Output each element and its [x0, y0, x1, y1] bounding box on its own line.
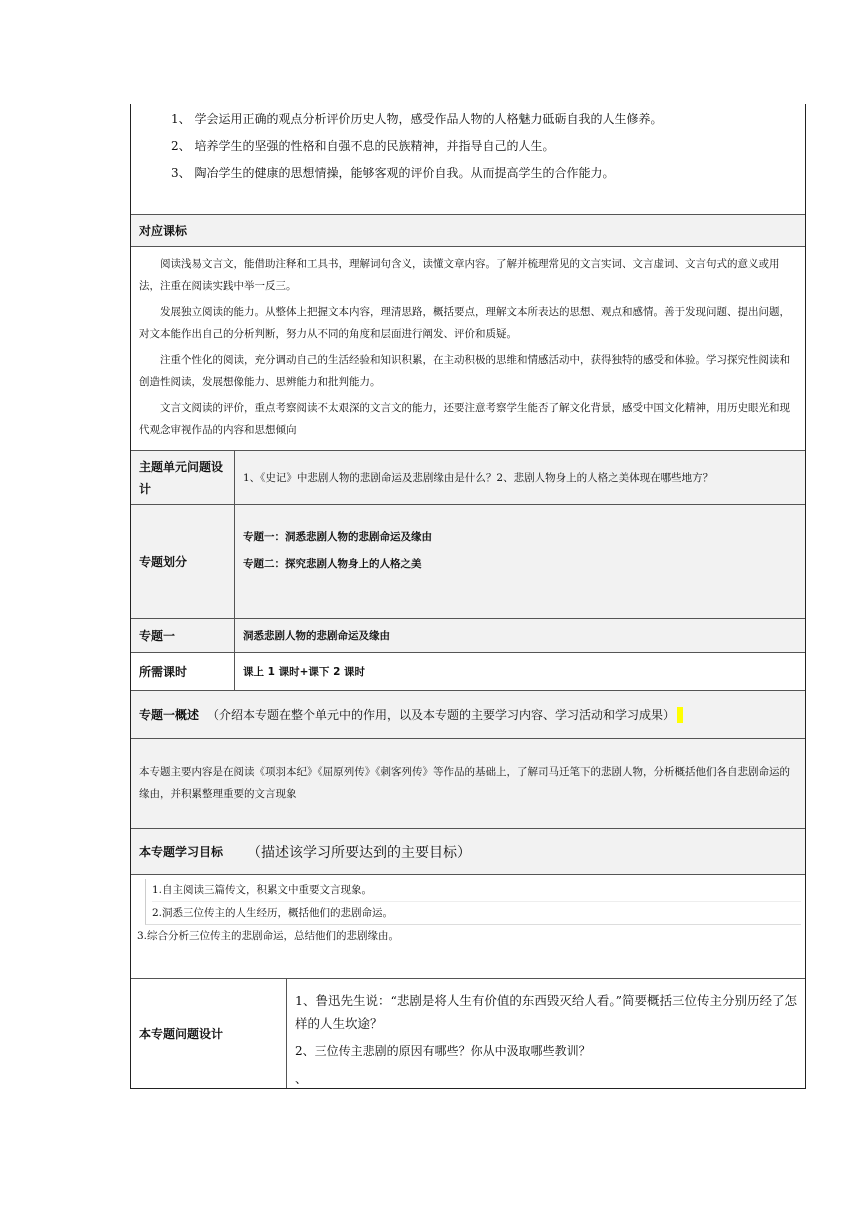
objectives-header [131, 828, 805, 874]
topic-one-label: 专题一 [139, 629, 176, 643]
objective-item: 3.综合分析三位传主的悲剧命运，总结他们的悲剧缘由。 [137, 930, 400, 942]
topic-one-row [131, 618, 805, 652]
objective-item: 2.洞悉三位传主的人生经历，概括他们的悲剧命运。 [152, 901, 801, 924]
goals-section [131, 104, 805, 214]
curriculum-header [131, 214, 805, 246]
question-item: 2、三位传主悲剧的原因有哪些？你从中汲取哪些教训？ [295, 1044, 591, 1058]
topic-division-row [131, 504, 805, 618]
overview-label: 专题一概述 [139, 708, 200, 722]
goal-item: 2、 培养学生的坚强的性格和自强不息的民族精神，并指导自己的人生。 [171, 139, 555, 153]
highlight-mark [677, 707, 683, 723]
curriculum-content [131, 246, 805, 450]
overview-content [131, 738, 805, 828]
goal-item: 3、 陶冶学生的健康的思想情操，能够客观的评价自我。从而提高学生的合作能力。 [171, 166, 615, 180]
topic-one-value: 洞悉悲剧人物的悲剧命运及缘由 [243, 630, 390, 642]
objectives-hint: （描述该学习所要达到的主要目标） [247, 844, 472, 861]
hours-label: 所需课时 [139, 665, 188, 679]
hours-row [131, 652, 805, 690]
topic-division-item: 专题一：洞悉悲剧人物的悲剧命运及缘由 [243, 531, 432, 543]
unit-question-label: 主题单元问题设计 [139, 459, 224, 496]
topic-division-label: 专题划分 [139, 555, 188, 569]
curriculum-label: 对应课标 [139, 224, 188, 238]
objective-item: 1.自主阅读三篇传文，积累文中重要文言现象。 [152, 884, 373, 896]
topic-division-item: 专题二：探究悲剧人物身上的人格之美 [243, 558, 422, 570]
curriculum-paragraph: 发展独立阅读的能力。从整体上把握文本内容，理清思路，概括要点，理解文本所表达的思想、观点和感情。善于发现问题、提出问题，对文本能作出自己的分析判断，努力从不同的角度和层面进行阐发、评价和质疑。 [139, 306, 790, 340]
curriculum-paragraph: 阅读浅易文言文，能借助注释和工具书，理解词句含义，读懂文章内容。了解并梳理常见的文言实词、文言虚词、文言句式的意义或用法，注重在阅读实践中举一反三。 [139, 258, 780, 292]
overview-text: 本专题主要内容是在阅读《项羽本纪》《屈原列传》《刺客列传》等作品的基础上，了解司马迁笔下的悲剧人物，分析概括他们各自悲剧命运的缘由，并积累整理重要的文言现象 [139, 766, 790, 800]
objectives-content [131, 874, 805, 978]
hours-value: 课上 1 课时+课下 2 课时 [243, 666, 366, 678]
lesson-plan-table [130, 104, 806, 1089]
goal-item: 1、 学会运用正确的观点分析评价历史人物，感受作品人物的人格魅力砥砺自我的人生修养。 [171, 112, 663, 126]
questions-label: 本专题问题设计 [139, 1027, 224, 1041]
overview-header [131, 690, 805, 738]
question-item: 1、鲁迅先生说：“悲剧是将人生有价值的东西毁灭给人看。”简要概括三位传主分别历经了怎样的人生坎途？ [295, 993, 797, 1031]
curriculum-paragraph: 文言文阅读的评价，重点考察阅读不太艰深的文言文的能力，还要注意考察学生能否了解文化背景，感受中国文化精神，用历史眼光和现代观念审视作品的内容和思想倾向 [139, 402, 790, 436]
unit-question-row [131, 450, 805, 504]
overview-hint: （介绍本专题在整个单元中的作用，以及本专题的主要学习内容、学习活动和学习成果） [207, 708, 676, 722]
questions-row [131, 978, 805, 1088]
unit-question-text: 1、《史记》中悲剧人物的悲剧命运及悲剧缘由是什么？2、悲剧人物身上的人格之美体现在哪些地方？ [243, 472, 714, 484]
curriculum-paragraph: 注重个性化的阅读，充分调动自己的生活经验和知识积累，在主动积极的思维和情感活动中，获得独特的感受和体验。学习探究性阅读和创造性阅读，发展想像能力、思辨能力和批判能力。 [139, 354, 790, 388]
question-item: 、 [295, 1072, 308, 1086]
objectives-label: 本专题学习目标 [139, 845, 224, 859]
